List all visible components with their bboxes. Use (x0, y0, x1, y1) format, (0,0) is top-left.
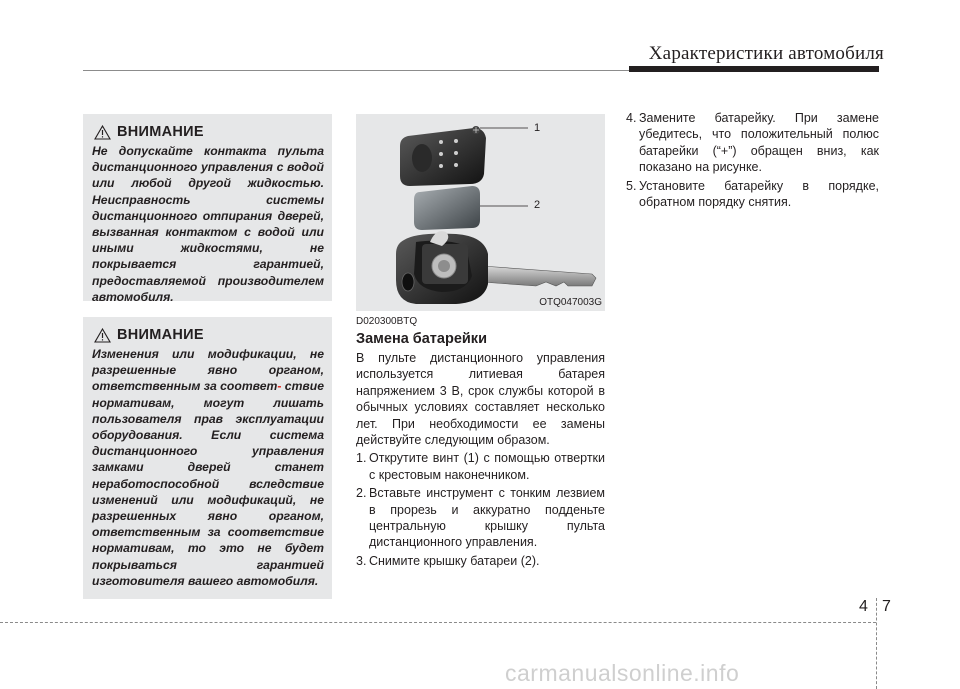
warning-box-water (83, 114, 332, 304)
warning-hyphen: - (277, 379, 282, 394)
step-number: 4. (626, 111, 637, 125)
warning-box-modifications (83, 317, 332, 599)
fob-button-panel (400, 128, 486, 186)
chapter-number: 4 (859, 598, 868, 615)
step-number: 5. (626, 178, 637, 193)
warning-triangle-icon (94, 125, 111, 140)
figure-label-2: 2 (534, 199, 541, 211)
step-text: Замените батарейку. При замене убедитесь, что положительный полюс батарейки (“+”) обращен вниз, как показано на рисунке. (639, 111, 879, 175)
step-number: 3. (356, 553, 367, 568)
section-body-column-1 (356, 350, 605, 569)
section-doc-code: D020300BTQ (356, 316, 418, 327)
warning-heading (92, 124, 324, 140)
warning-text (92, 346, 324, 589)
header-rule (83, 70, 629, 71)
warning-text-part2: ствие нормативам, могут лишать пользователя прав эксплуатации оборудования. Если система дистанционного управления замками дверей станет неработоспособной вследствие изменений или модификаций, не разрешенных явно органом, ответственным за соответствие нормативам, то это не будет покрываться гарантией изготовителя вашего автомобиля. (92, 379, 324, 588)
key-fob-illustration (356, 114, 605, 311)
page-header-title: Характеристики автомобиля (648, 43, 884, 64)
warning-triangle-icon (94, 328, 111, 343)
key-blade (482, 266, 596, 286)
battery-cover (414, 186, 480, 230)
section-intro: В пульте дистанционного управления используется литиевая батарея напряжением 3 В, срок службы которой в обычных условиях составляет несколько лет. При необходимости ее замены действуйте следующим образом. (356, 351, 605, 448)
warning-title: ВНИМАНИЕ (117, 124, 204, 140)
watermark: carmanualsonline.info (505, 660, 740, 686)
step-number: 2. (356, 486, 367, 501)
step-item (356, 450, 605, 483)
warning-text-part1: Изменения или модификации, не разрешенные явно органом, ответственным за соответ (92, 347, 324, 394)
step-text: Установите батарейку в порядке, обратном порядку снятия. (639, 178, 879, 210)
warning-text: Не допускайте контакта пульта дистанционного управления с водой или любой другой жидкостью. Неисправность системы дистанционного отпирания дверей, вызванная контактом с водой или иными жидкостями, не покрывается гарантией, предоставляемой производителем автомобиля. (92, 144, 324, 304)
screw (472, 126, 480, 134)
step-item (356, 553, 605, 569)
step-number: 1. (356, 451, 367, 466)
step-item (626, 178, 879, 211)
step-item (356, 485, 605, 551)
page-number: 7 (882, 598, 891, 615)
key-fob-figure (356, 114, 605, 311)
key-ring-hole (402, 273, 414, 291)
step-text: Вставьте инструмент с тонким лезвием в прорезь и аккуратно подденьте центральную крышку пульта дистанционного управления. (369, 486, 605, 550)
footer-rule (0, 622, 876, 623)
figure-code: OTQ047003G (539, 297, 602, 308)
step-text: Снимите крышку батареи (2). (369, 553, 540, 568)
step-text: Открутите винт (1) с помощью отвертки с крестовым наконечником. (369, 451, 605, 482)
warning-title: ВНИМАНИЕ (117, 327, 204, 343)
page-number-separator (876, 598, 877, 689)
header-bar (629, 66, 879, 72)
figure-label-1: 1 (534, 122, 541, 134)
section-body-column-2 (626, 108, 879, 210)
step-item (626, 110, 879, 176)
section-title: Замена батарейки (356, 331, 487, 347)
warning-heading (92, 327, 324, 343)
